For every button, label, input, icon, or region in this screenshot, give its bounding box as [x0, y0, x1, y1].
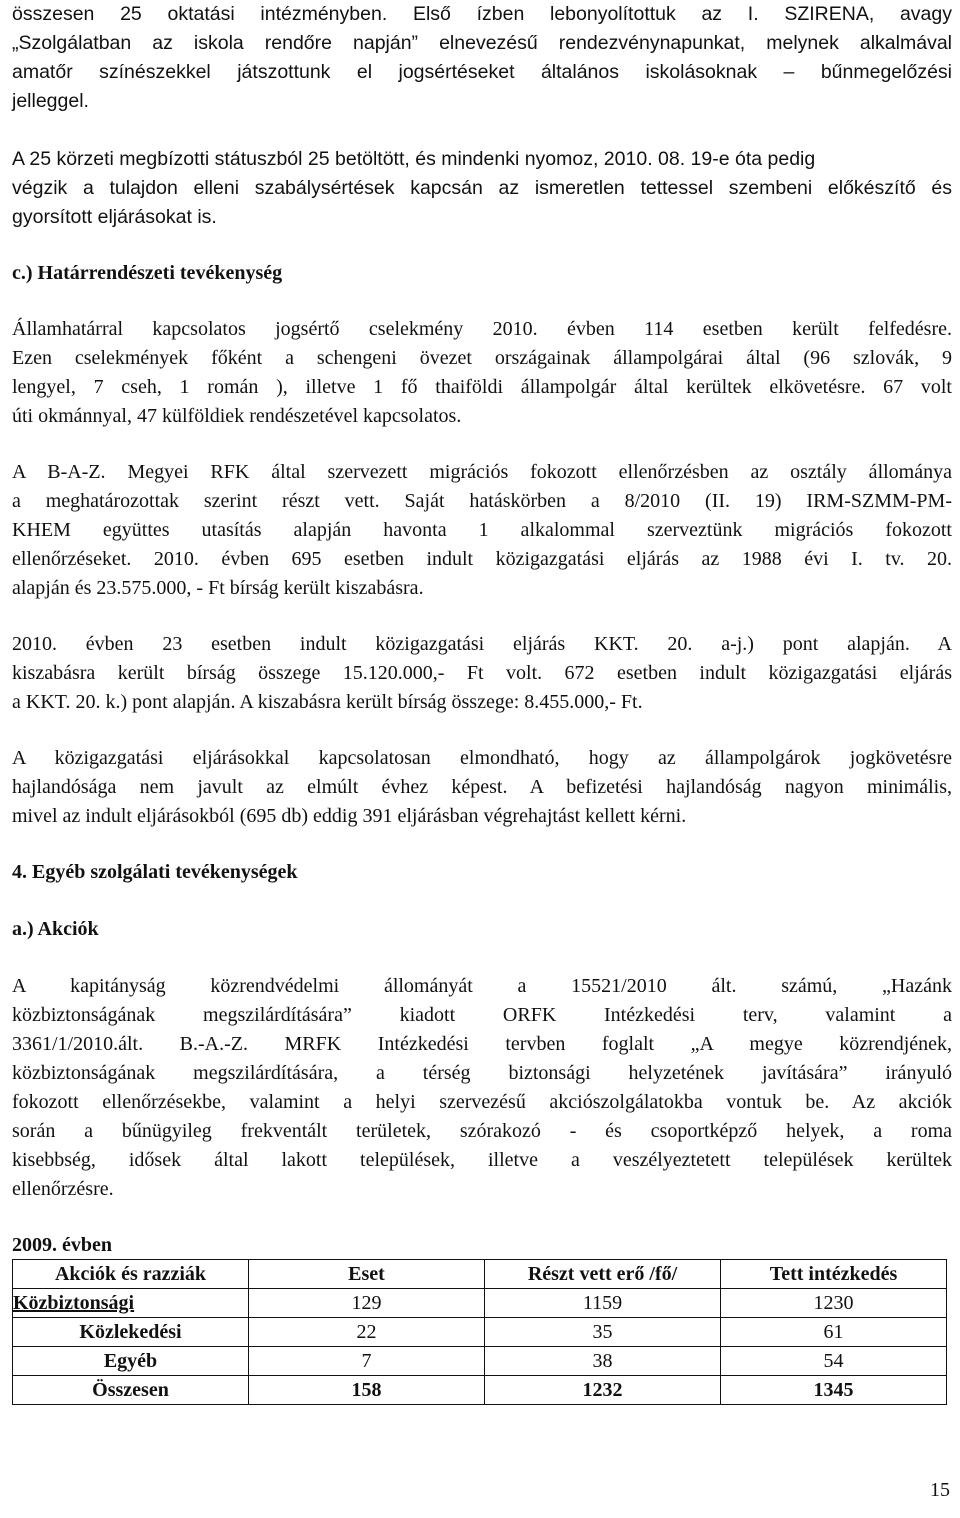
table-cell: 22: [249, 1318, 485, 1347]
migracio-line-2: a meghatározottak szerint részt vett. Saját hatáskörben a 8/2010 (II. 19) IRM-SZMM-PM-: [12, 490, 952, 512]
kkt-line-1: 2010. évben 23 esetben indult közigazgatási eljárás KKT. 20. a-j.) pont alapján. A: [12, 633, 952, 655]
table-cell: 1232: [485, 1376, 721, 1405]
kozig-line-3: mivel az indult eljárásokból (695 db) eddig 391 eljárásban végrehajtást kellett kérni.: [12, 805, 687, 827]
korzeti-line-3: gyorsított eljárásokat is.: [12, 206, 217, 228]
table-row-label: Összesen: [13, 1376, 249, 1405]
table-cell: 129: [249, 1289, 485, 1318]
kkt-line-2: kiszabásra került bírság összege 15.120.000,- Ft volt. 672 esetben indult közigazgatási eljárás: [12, 662, 952, 684]
table-cell: 1230: [721, 1289, 947, 1318]
table-cell: 54: [721, 1347, 947, 1376]
akciok-line-5: fokozott ellenőrzésekbe, valamint a helyi szervezésű akciószolgálatokba vontuk be. Az akciók: [12, 1091, 952, 1113]
table-header-cell: Részt vett erő /fő/: [485, 1260, 721, 1289]
akciok-line-1: A kapitányság közrendvédelmi állományát a 15521/2010 ált. számú, „Hazánk: [12, 975, 952, 997]
table-cell: 1345: [721, 1376, 947, 1405]
section-heading-akciok: a.) Akciók: [12, 918, 99, 940]
intro-line-4: jelleggel.: [12, 90, 89, 112]
table-row-label: Közbiztonsági: [13, 1289, 249, 1318]
korzeti-line-1: A 25 körzeti megbízotti státuszból 25 betöltött, és mindenki nyomoz, 2010. 08. 19-e óta pedig: [12, 148, 816, 170]
table-header-cell: Akciók és razziák: [13, 1260, 249, 1289]
page-number: 15: [930, 1479, 950, 1501]
hatar-line-4: úti okmánnyal, 47 külföldiek rendészetével kapcsolatos.: [12, 405, 462, 427]
migracio-line-3: KHEM együttes utasítás alapján havonta 1 alkalommal szerveztünk migrációs fokozott: [12, 519, 952, 541]
akciok-line-2: közbiztonságának megszilárdítására” kiadott ORFK Intézkedési terv, valamint a: [12, 1004, 952, 1026]
hatar-line-2: Ezen cselekmények főként a schengeni övezet országainak állampolgárai által (96 szlovák, 9: [12, 347, 952, 369]
akciok-line-7: kisebbség, idősek által lakott települések, illetve a veszélyeztetett települések kerültek: [12, 1149, 952, 1171]
table-row-label: Egyéb: [13, 1347, 249, 1376]
year-heading: 2009. évben: [12, 1234, 112, 1256]
actions-table: [12, 1259, 947, 1405]
table-row: [13, 1318, 947, 1347]
section-heading-hatarrendeszet: c.) Határrendészeti tevékenység: [12, 262, 283, 284]
intro-line-1: összesen 25 oktatási intézményben. Első ízben lebonyolítottuk az I. SZIRENA, avagy: [12, 3, 952, 25]
hatar-line-1: Államhatárral kapcsolatos jogsértő cselekmény 2010. évben 114 esetben került felfedésre.: [12, 318, 952, 340]
migracio-line-5: alapján és 23.575.000, - Ft bírság került kiszabásra.: [12, 577, 424, 599]
akciok-line-8: ellenőrzésre.: [12, 1178, 114, 1200]
hatar-line-3: lengyel, 7 cseh, 1 román ), illetve 1 fő thaiföldi állampolgár által kerültek elkövetésre. 67 volt: [12, 376, 952, 398]
intro-line-2: „Szolgálatban az iskola rendőre napján” elnevezésű rendezvénynapunkat, melynek alkalmával: [12, 32, 952, 54]
intro-line-3: amatőr színészekkel játszottunk el jogsértéseket általános iskolásoknak – bűnmegelőzési: [12, 61, 952, 83]
table-row-label: Közlekedési: [13, 1318, 249, 1347]
migracio-line-4: ellenőrzéseket. 2010. évben 695 esetben indult közigazgatási eljárás az 1988 évi I. tv. 20.: [12, 548, 952, 570]
table-header-cell: Tett intézkedés: [721, 1260, 947, 1289]
kozig-line-1: A közigazgatási eljárásokkal kapcsolatosan elmondható, hogy az állampolgárok jogkövetésre: [12, 747, 952, 769]
table-cell: 7: [249, 1347, 485, 1376]
table-row: [13, 1347, 947, 1376]
table-cell: 1159: [485, 1289, 721, 1318]
table-header-row: [13, 1260, 947, 1289]
table-row: [13, 1289, 947, 1318]
table-total-row: [13, 1376, 947, 1405]
akciok-line-3: 3361/1/2010.ált. B.-A.-Z. MRFK Intézkedési tervben foglalt „A megye közrendjének,: [12, 1033, 952, 1055]
table-cell: 38: [485, 1347, 721, 1376]
kozig-line-2: hajlandósága nem javult az elmúlt évhez képest. A befizetési hajlandóság nagyon minimális,: [12, 776, 952, 798]
table-cell: 61: [721, 1318, 947, 1347]
akciok-line-4: közbiztonságának megszilárdítására, a térség biztonsági helyzetének javítására” irányuló: [12, 1062, 952, 1084]
table-cell: 158: [249, 1376, 485, 1405]
kkt-line-3: a KKT. 20. k.) pont alapján. A kiszabásra került bírság összege: 8.455.000,- Ft.: [12, 691, 643, 713]
section-heading-egyeb: 4. Egyéb szolgálati tevékenységek: [12, 861, 298, 883]
akciok-line-6: során a bűnügyileg frekventált területek, szórakozó - és csoportképző helyek, a roma: [12, 1120, 952, 1142]
korzeti-line-2: végzik a tulajdon elleni szabálysértések kapcsán az ismeretlen tettessel szembeni előkészítő és: [12, 177, 952, 199]
table-header-cell: Eset: [249, 1260, 485, 1289]
table-cell: 35: [485, 1318, 721, 1347]
migracio-line-1: A B-A-Z. Megyei RFK által szervezett migrációs fokozott ellenőrzésben az osztály állománya: [12, 461, 952, 483]
